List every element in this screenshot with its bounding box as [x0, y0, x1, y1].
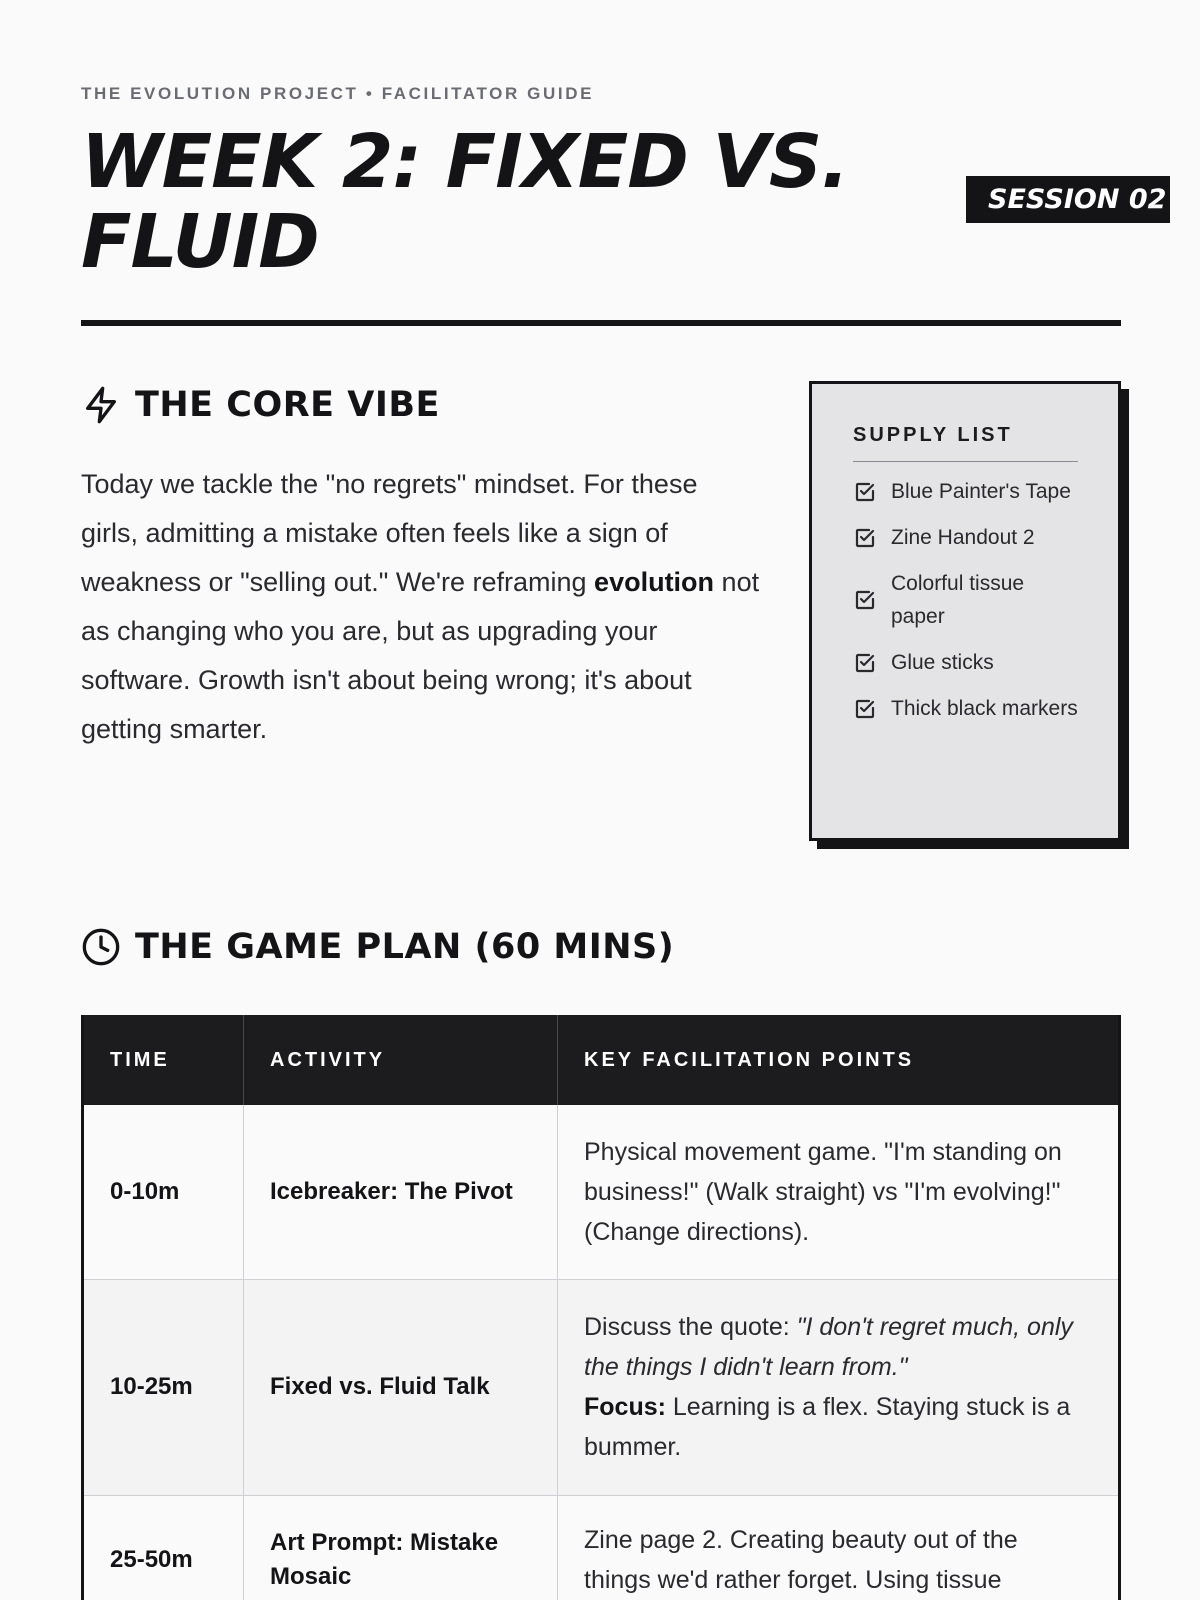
- checkbox-checked-icon: [853, 697, 877, 721]
- core-vibe-heading: [81, 385, 440, 425]
- checkbox-checked-icon: [853, 526, 877, 550]
- table-row: [83, 1105, 1120, 1279]
- activity-cell: Icebreaker: The Pivot: [244, 1105, 558, 1279]
- game-plan-heading: [81, 927, 674, 967]
- table-row: [83, 1495, 1120, 1600]
- notes-prefix: Discuss the quote:: [584, 1313, 797, 1341]
- table-row: [83, 1279, 1120, 1495]
- game-plan-heading-text: THE GAME PLAN (60 MINS): [135, 927, 675, 967]
- supply-item: [853, 475, 1078, 508]
- notes-quote: "I don't regret much, only the things I didn't learn from.": [584, 1313, 1073, 1381]
- supply-item-label: Glue sticks: [891, 651, 994, 674]
- notes-focus-label: Focus:: [584, 1393, 666, 1421]
- supply-item-label: Thick black markers: [891, 697, 1078, 720]
- checkbox-checked-icon: [853, 651, 877, 675]
- supply-list: [853, 475, 1078, 725]
- activity-cell: Fixed vs. Fluid Talk: [244, 1279, 558, 1495]
- supply-item: [853, 646, 1078, 679]
- supply-item-label: Colorful tissue paper: [891, 572, 1025, 628]
- activity-cell: Art Prompt: Mistake Mosaic: [244, 1495, 558, 1600]
- supply-item: [853, 692, 1078, 725]
- core-vibe-emphasis: evolution: [594, 567, 715, 597]
- core-vibe-text-start: Today we tackle the "no regrets" mindset. For these girls, admitting a mistake often feels like a sign of weakness or "selling out." We're reframing: [81, 469, 698, 597]
- facilitator-guide-page: [81, 0, 1167, 1600]
- page-title: WEEK 2: FIXED VS. FLUID: [81, 119, 849, 285]
- header-divider: [81, 320, 1121, 326]
- supply-item: [853, 521, 1078, 554]
- column-header-activity: ACTIVITY: [244, 1015, 558, 1105]
- time-cell: 0-10m: [83, 1105, 244, 1279]
- facilitation-notes-cell: Zine page 2. Creating beauty out of the things we'd rather forget. Using tissue: [558, 1495, 1120, 1600]
- facilitation-notes-cell: Physical movement game. "I'm standing on business!" (Walk straight) vs "I'm evolving!" (Change directions).: [558, 1105, 1120, 1279]
- column-header-facilitation-points: KEY FACILITATION POINTS: [558, 1015, 1120, 1105]
- clock-icon: [81, 927, 121, 967]
- facilitation-notes-cell: [558, 1279, 1120, 1495]
- time-cell: 10-25m: [83, 1279, 244, 1495]
- game-plan-table: [81, 1015, 1121, 1600]
- time-cell: 25-50m: [83, 1495, 244, 1600]
- page-kicker: THE EVOLUTION PROJECT • FACILITATOR GUIDE: [81, 84, 595, 103]
- supply-item-label: Blue Painter's Tape: [891, 480, 1071, 503]
- notes-focus-text: Learning is a flex. Staying stuck is a bummer.: [584, 1393, 1071, 1461]
- lightning-bolt-icon: [81, 385, 121, 425]
- core-vibe-text-end: not as changing who you are, but as upgrading your software. Growth isn't about being wrong; it's about getting smarter.: [81, 567, 760, 744]
- core-vibe-paragraph: [81, 460, 761, 754]
- supply-list-card: [809, 381, 1121, 841]
- session-badge: [966, 177, 1167, 223]
- checkbox-checked-icon: [853, 588, 877, 612]
- supply-item: [853, 567, 1078, 633]
- column-header-time: TIME: [83, 1015, 244, 1105]
- core-vibe-heading-text: THE CORE VIBE: [135, 385, 440, 425]
- session-badge-label: SESSION 02: [966, 176, 1170, 223]
- checkbox-checked-icon: [853, 480, 877, 504]
- table-header-row: [83, 1015, 1120, 1105]
- supply-list-title: SUPPLY LIST: [853, 424, 1078, 462]
- supply-item-label: Zine Handout 2: [891, 526, 1035, 549]
